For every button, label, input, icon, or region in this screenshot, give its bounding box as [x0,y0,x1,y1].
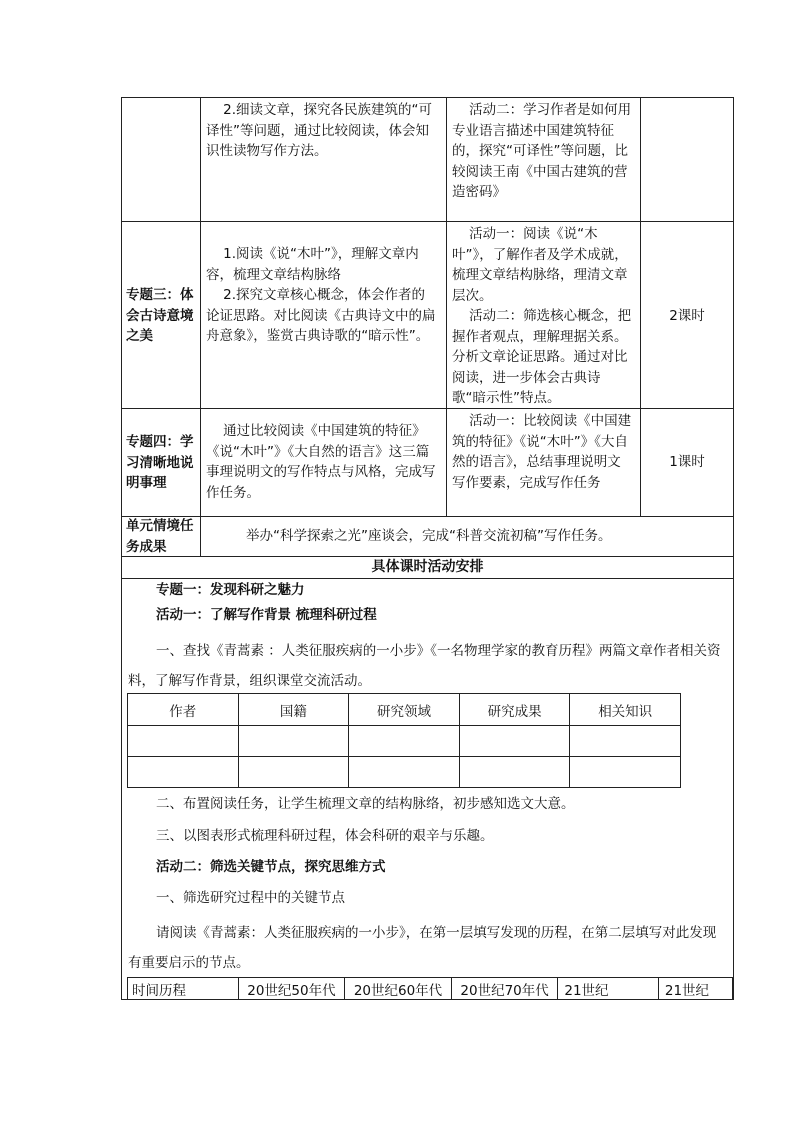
row1-activity: 活动二：学习作者是如何用专业语言描述中国建筑特征的，探究“可译性”等问题，比较阅读王南《中国古建筑的营造密码》 [452,102,632,200]
timeline-cell: 时间历程 [128,978,239,1000]
table-cell[interactable] [459,726,570,757]
row2-hours: 2课时 [669,308,705,324]
row-divider-2 [121,408,734,409]
topic1-heading: 专题一：发现科研之魅力 [156,582,305,598]
timeline-cell: 21世纪 [558,978,658,1000]
table-border-left [121,97,122,557]
activity2-heading: 活动二：筛选关键节点，探究思维方式 [156,859,386,875]
row3-goal: 通过比较阅读《中国建筑的特征》《说“木叶”》《大自然的语言》这三篇事理说明文的写作特点与风格，完成写作任务。 [206,423,436,501]
table-border-top [121,97,734,98]
author-table-header: 作者 [128,694,239,726]
outcome-label: 单元情境任务成果 [126,518,194,555]
author-table [127,693,681,788]
activity1-heading: 活动一：了解写作背景 梳理科研过程 [156,607,377,623]
row3-activity: 活动一：比较阅读《中国建筑的特征》《说“木叶”》《大自然的语言》，总结事理说明文写作要素，完成写作任务 [452,413,632,491]
table-border-right [733,97,734,1000]
author-table-header: 研究成果 [459,694,570,726]
row1-goal: 2.细读文章，探究各民族建筑的“可译性”等问题，通过比较阅读，体会知识性读物写作方法。 [206,102,433,159]
para1: 一、查找《青蒿素 ：人类征服疾病的一小步》《一名物理学家的教育历程》两篇文章作者相关资料，了解写作背景，组织课堂交流活动。 [128,643,721,689]
table-cell[interactable] [238,757,349,788]
table-cell[interactable] [349,726,460,757]
timeline-table [127,977,733,1000]
para5: 请阅读《青蒿素：人类征服疾病的一小步》，在第一层填写发现的历程，在第二层填写对此发现有重要启示的节点。 [128,925,717,971]
table-cell[interactable] [349,757,460,788]
outcome-text: 举办“科学探索之光”座谈会，完成“科普交流初稿”写作任务。 [246,528,612,544]
row3-topic: 专题四：学习清晰地说明事理 [126,434,194,491]
table-row [128,726,681,757]
timeline-cell: 20世纪60年代 [345,978,452,1000]
timeline-cell: 20世纪50年代 [238,978,345,1000]
table-cell[interactable] [238,726,349,757]
table-cell[interactable] [128,757,239,788]
author-table-header: 研究领域 [349,694,460,726]
row-divider-5 [121,578,734,579]
col-divider-2 [446,97,447,517]
para4: 一、筛选研究过程中的关键节点 [156,890,345,906]
col-divider-1 [200,97,201,557]
row2-activity: 活动一：阅读《说“木叶”》，了解作者及学术成就，梳理文章结构脉络，理清文章层次。 活动二：筛选核心概念，把握作者观点，理解理据关系。分析文章论证思路。通过对比阅读，进一步体会古典诗歌“暗示性”特点。 [452,226,632,406]
row-divider-1 [121,221,734,222]
author-table-header: 相关知识 [570,694,681,726]
table-cell[interactable] [570,757,681,788]
table-cell[interactable] [570,726,681,757]
timeline-cell: 21世纪 [658,978,732,1000]
row2-topic: 专题三：体会古诗意境之美 [126,287,194,344]
table-cell[interactable] [459,757,570,788]
row2-goal: 1.阅读《说“木叶”》，理解文章内容，梳理文章结构脉络 2.探究文章核心概念，体会作者的论证思路。对比阅读《古典诗文中的扁舟意象》，鉴赏古典诗歌的“暗示性”。 [206,246,436,344]
row3-hours: 1课时 [669,454,705,470]
body-border-left [121,556,122,1000]
para3: 三、以图表形式梳理科研过程，体会科研的艰辛与乐趣。 [156,828,494,844]
author-table-header: 国籍 [238,694,349,726]
table-cell[interactable] [128,726,239,757]
table-row [128,757,681,788]
para2: 二、布置阅读任务，让学生梳理文章的结构脉络，初步感知选文大意。 [156,796,575,812]
row-divider-3 [121,516,734,517]
section-title: 具体课时活动安排 [371,559,484,575]
timeline-cell: 20世纪70年代 [451,978,558,1000]
table-row [128,978,733,1000]
